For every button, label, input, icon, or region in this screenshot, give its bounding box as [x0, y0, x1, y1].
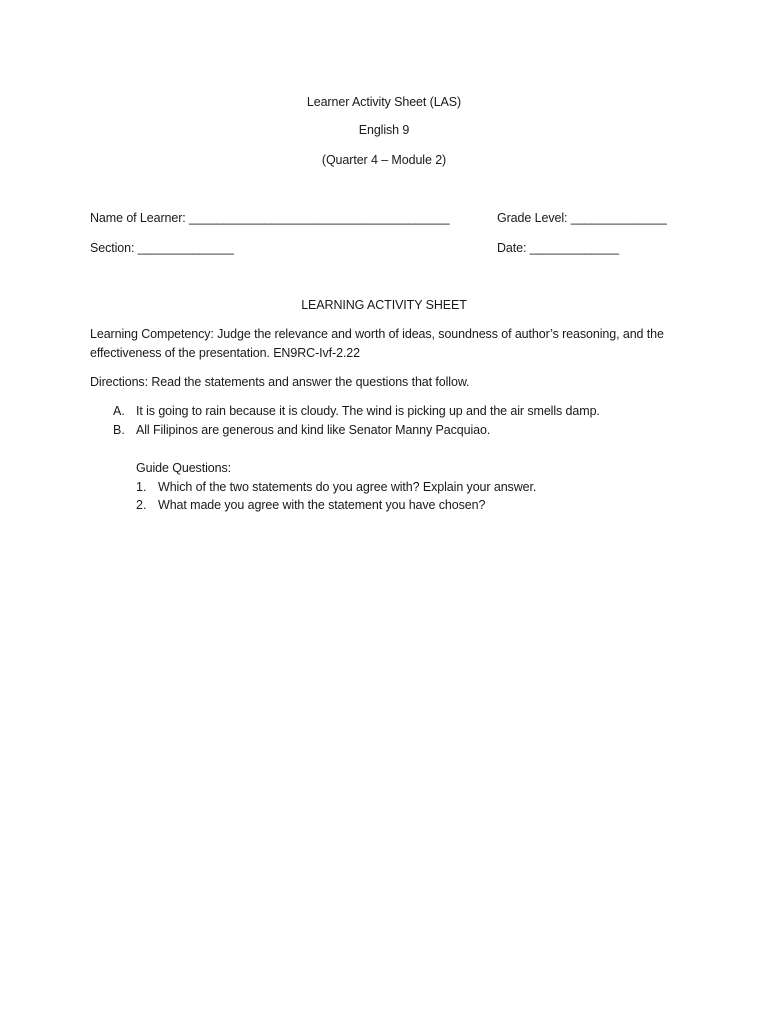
grade-level-field: Grade Level: ______________	[497, 211, 667, 225]
statement-a-marker: A.	[113, 404, 125, 418]
question-1: Which of the two statements do you agree with? Explain your answer.	[158, 480, 537, 494]
name-of-learner-field: Name of Learner: ______________________________________	[90, 211, 450, 225]
question-2-marker: 2.	[136, 498, 147, 512]
date-field: Date: _____________	[497, 241, 619, 255]
activity-heading: LEARNING ACTIVITY SHEET	[301, 298, 467, 312]
statement-b: All Filipinos are generous and kind like Senator Manny Pacquiao.	[136, 423, 491, 437]
quarter-module: (Quarter 4 – Module 2)	[321, 153, 447, 167]
learning-competency: Learning Competency: Judge the relevance and worth of ideas, soundness of author’s reasoning, and the effectiveness of the presentation. EN9RC-Ivf-2.22	[90, 327, 664, 360]
statement-b-marker: B.	[113, 423, 125, 437]
directions: Directions: Read the statements and answer the questions that follow.	[90, 375, 470, 389]
statement-a: It is going to rain because it is cloudy. The wind is picking up and the air smells damp.	[136, 404, 600, 418]
guide-questions-title: Guide Questions:	[136, 461, 231, 475]
sheet-title: Learner Activity Sheet (LAS)	[306, 95, 462, 109]
subject-title: English 9	[358, 123, 410, 137]
question-1-marker: 1.	[136, 480, 147, 494]
section-field: Section: ______________	[90, 241, 234, 255]
question-2: What made you agree with the statement you have chosen?	[158, 498, 486, 512]
